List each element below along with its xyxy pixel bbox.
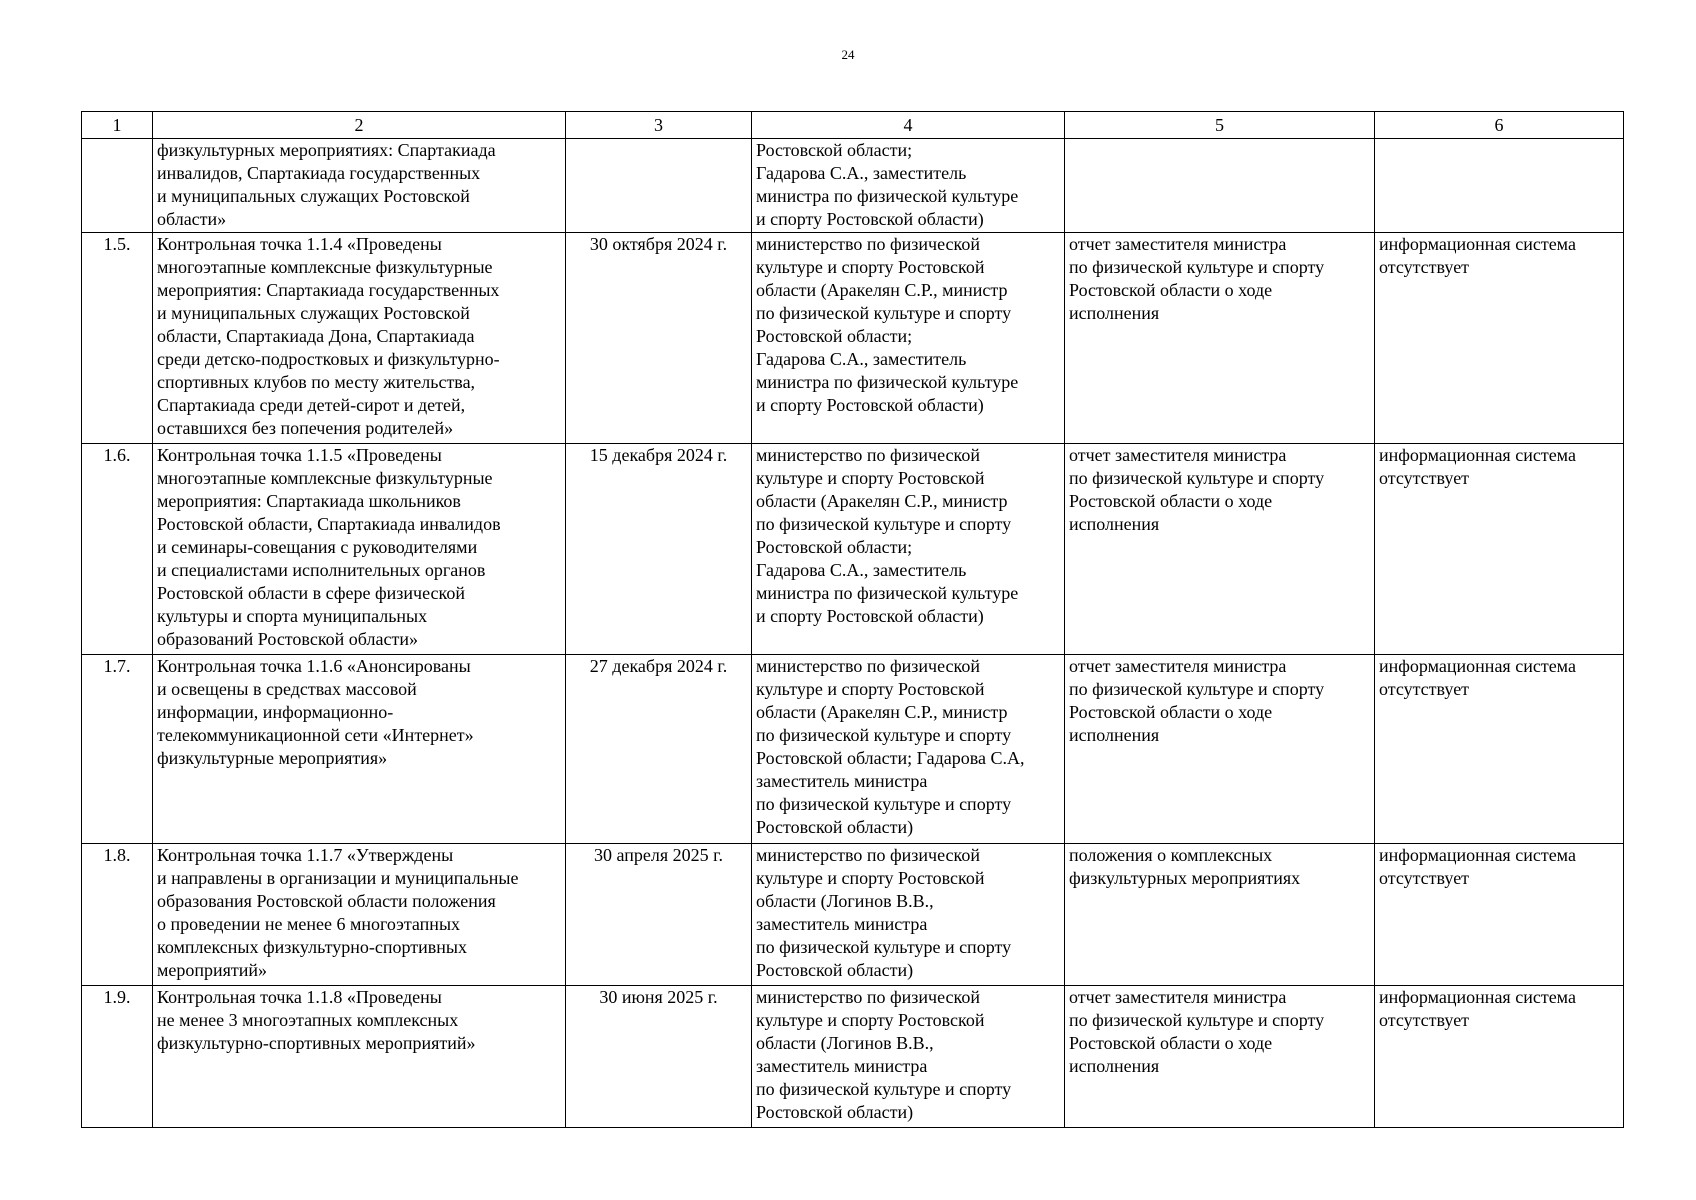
column-header-4: 4 bbox=[752, 112, 1065, 139]
page-number: 24 bbox=[841, 47, 855, 62]
responsible-executor: министерство по физической культуре и спорту Ростовской области (Аракелян С.Р., министр по физической культуре и спорту Ростовской области; Гадарова С.А., заместитель министра по физической культуре и спорту Ростовской области) bbox=[752, 233, 1065, 444]
deadline-date: 30 апреля 2025 г. bbox=[566, 844, 752, 986]
column-header-2: 2 bbox=[153, 112, 566, 139]
event-description: Контрольная точка 1.1.4 «Проведены многоэтапные комплексные физкультурные мероприятия: Спартакиада государственных и муниципальных служащих Ростовской области, Спартакиада Дона, Спартакиада среди детско-подростковых и физкультурно- спортивных клубов по месту жительства, Спартакиада среди детей-сирот и детей, оставшихся без попечения родителей» bbox=[153, 233, 566, 444]
responsible-executor: Ростовской области; Гадарова С.А., заместитель министра по физической культуре и спорту Ростовской области) bbox=[752, 139, 1065, 233]
event-description: Контрольная точка 1.1.7 «Утверждены и направлены в организации и муниципальные образования Ростовской области положения о проведении не менее 6 многоэтапных комплексных физкультурно-спортивных мероприятий» bbox=[153, 844, 566, 986]
table-header-row bbox=[82, 112, 1624, 139]
row-number bbox=[82, 139, 153, 233]
deadline-date: 30 октября 2024 г. bbox=[566, 233, 752, 444]
information-system: информационная система отсутствует bbox=[1375, 844, 1624, 986]
information-system: информационная система отсутствует bbox=[1375, 233, 1624, 444]
column-header-3: 3 bbox=[566, 112, 752, 139]
row-number: 1.9. bbox=[82, 986, 153, 1128]
confirming-document: отчет заместителя министра по физической культуре и спорту Ростовской области о ходе исполнения bbox=[1065, 655, 1375, 844]
column-header-1: 1 bbox=[82, 112, 153, 139]
row-number: 1.8. bbox=[82, 844, 153, 986]
row-number: 1.7. bbox=[82, 655, 153, 844]
confirming-document: отчет заместителя министра по физической культуре и спорту Ростовской области о ходе исполнения bbox=[1065, 986, 1375, 1128]
row-number: 1.5. bbox=[82, 233, 153, 444]
table-row bbox=[82, 844, 1624, 986]
responsible-executor: министерство по физической культуре и спорту Ростовской области (Аракелян С.Р., министр по физической культуре и спорту Ростовской области; Гадарова С.А, заместитель министра по физической культуре и спорту Ростовской области) bbox=[752, 655, 1065, 844]
event-description: Контрольная точка 1.1.8 «Проведены не менее 3 многоэтапных комплексных физкультурно-спортивных мероприятий» bbox=[153, 986, 566, 1128]
confirming-document: отчет заместителя министра по физической культуре и спорту Ростовской области о ходе исполнения bbox=[1065, 233, 1375, 444]
row-number: 1.6. bbox=[82, 444, 153, 655]
event-description: физкультурных мероприятиях: Спартакиада инвалидов, Спартакиада государственных и муниципальных служащих Ростовской области» bbox=[153, 139, 566, 233]
deadline-date: 27 декабря 2024 г. bbox=[566, 655, 752, 844]
deadline-date: 30 июня 2025 г. bbox=[566, 986, 752, 1128]
confirming-document: отчет заместителя министра по физической культуре и спорту Ростовской области о ходе исполнения bbox=[1065, 444, 1375, 655]
responsible-executor: министерство по физической культуре и спорту Ростовской области (Аракелян С.Р., министр по физической культуре и спорту Ростовской области; Гадарова С.А., заместитель министра по физической культуре и спорту Ростовской области) bbox=[752, 444, 1065, 655]
table-row bbox=[82, 986, 1624, 1128]
event-description: Контрольная точка 1.1.6 «Анонсированы и освещены в средствах массовой информации, информационно- телекоммуникационной сети «Интернет» физкультурные мероприятия» bbox=[153, 655, 566, 844]
information-system: информационная система отсутствует bbox=[1375, 986, 1624, 1128]
deadline-date bbox=[566, 139, 752, 233]
table-row bbox=[82, 233, 1624, 444]
column-header-5: 5 bbox=[1065, 112, 1375, 139]
event-description: Контрольная точка 1.1.5 «Проведены многоэтапные комплексные физкультурные мероприятия: Спартакиада школьников Ростовской области, Спартакиада инвалидов и семинары-совещания с руководителями и специалистами исполнительных органов Ростовской области в сфере физической культуры и спорта муниципальных образований Ростовской области» bbox=[153, 444, 566, 655]
table-row bbox=[82, 139, 1624, 233]
confirming-document: положения о комплексных физкультурных мероприятиях bbox=[1065, 844, 1375, 986]
responsible-executor: министерство по физической культуре и спорту Ростовской области (Логинов В.В., заместитель министра по физической культуре и спорту Ростовской области) bbox=[752, 986, 1065, 1128]
deadline-date: 15 декабря 2024 г. bbox=[566, 444, 752, 655]
confirming-document bbox=[1065, 139, 1375, 233]
information-system: информационная система отсутствует bbox=[1375, 655, 1624, 844]
table-row bbox=[82, 655, 1624, 844]
information-system bbox=[1375, 139, 1624, 233]
information-system: информационная система отсутствует bbox=[1375, 444, 1624, 655]
responsible-executor: министерство по физической культуре и спорту Ростовской области (Логинов В.В., заместитель министра по физической культуре и спорту Ростовской области) bbox=[752, 844, 1065, 986]
column-header-6: 6 bbox=[1375, 112, 1624, 139]
table-row bbox=[82, 444, 1624, 655]
control-points-table bbox=[81, 111, 1624, 1128]
